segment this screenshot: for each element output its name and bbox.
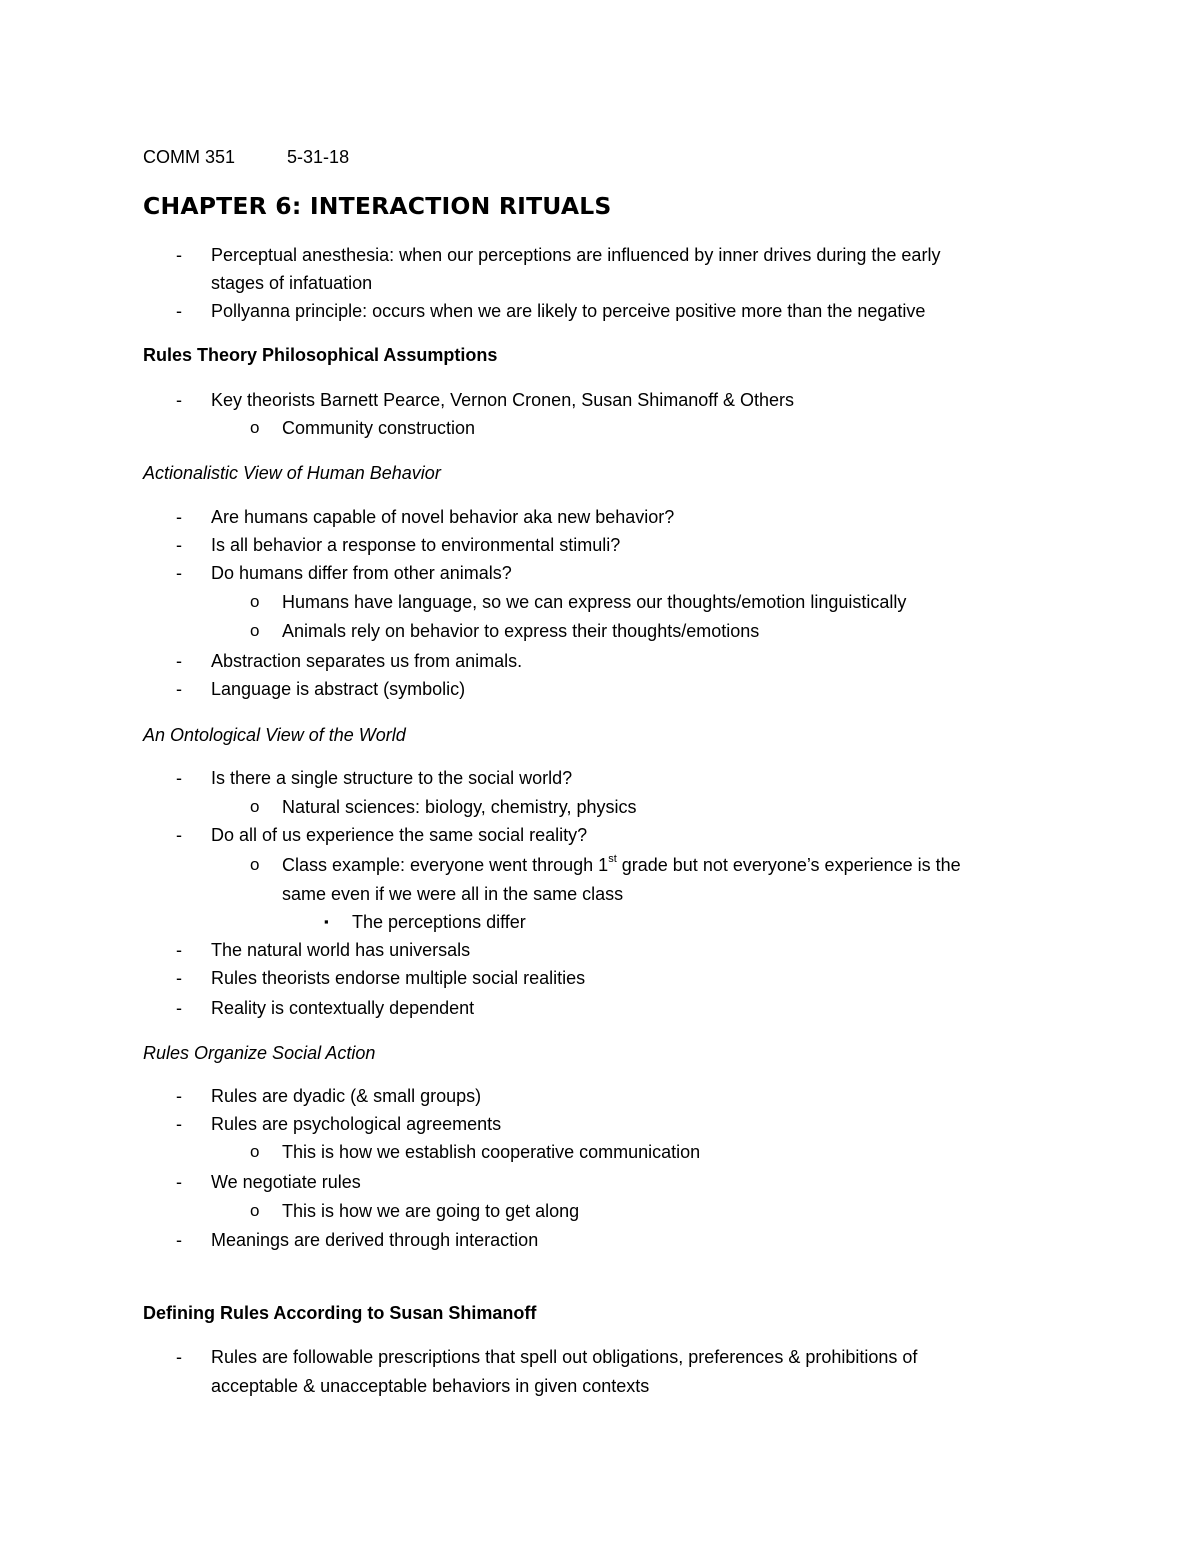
list-item-text: Pollyanna principle: occurs when we are likely to perceive positive more than the negative	[211, 301, 926, 321]
list-item	[176, 1343, 918, 1371]
list-item-text: Humans have language, so we can express our thoughts/emotion linguistically	[282, 592, 907, 612]
list-item-text: Language is abstract (symbolic)	[211, 679, 466, 699]
list-item	[176, 675, 466, 703]
bullet-marker: -	[176, 1230, 182, 1250]
bullet-marker: ▪	[324, 914, 329, 929]
list-item-text: same even if we were all in the same class	[282, 884, 624, 904]
list-item	[176, 1226, 539, 1254]
bullet-marker: -	[176, 535, 182, 555]
list-item	[176, 936, 471, 964]
bullet-marker: -	[176, 679, 182, 699]
list-item-text: Rules are dyadic (& small groups)	[211, 1086, 482, 1106]
list-item	[176, 1082, 482, 1110]
bullet-marker: o	[250, 592, 260, 611]
list-item	[176, 1168, 361, 1196]
course-code: COMM 351	[143, 147, 236, 167]
list-item-continuation	[211, 1372, 649, 1400]
bullet-marker: -	[176, 651, 182, 671]
section-heading: Rules Organize Social Action	[143, 1043, 376, 1063]
list-item	[324, 908, 526, 936]
bullet-marker: -	[176, 998, 182, 1018]
list-item-text: We negotiate rules	[211, 1172, 361, 1192]
bullet-marker: -	[176, 768, 182, 788]
list-item	[176, 1110, 502, 1138]
list-item-text: The natural world has universals	[211, 940, 471, 960]
bullet-marker: -	[176, 825, 182, 845]
list-item-text: Do humans differ from other animals?	[211, 563, 512, 583]
bullet-marker: -	[176, 968, 182, 988]
list-item-text: Key theorists Barnett Pearce, Vernon Cronen, Susan Shimanoff & Others	[211, 390, 794, 410]
list-item	[176, 821, 588, 849]
list-item-text: Rules theorists endorse multiple social realities	[211, 968, 586, 988]
list-item-text: Are humans capable of novel behavior aka new behavior?	[211, 507, 675, 527]
list-item-text: This is how we are going to get along	[282, 1201, 580, 1221]
list-item-continuation	[211, 269, 372, 297]
list-item-text: Perceptual anesthesia: when our perceptions are influenced by inner drives during the early	[211, 245, 941, 265]
bullet-marker: -	[176, 301, 182, 321]
section-heading: Defining Rules According to Susan Shimanoff	[143, 1303, 537, 1323]
list-item-text: The perceptions differ	[352, 912, 526, 932]
list-item-text: stages of infatuation	[211, 273, 373, 293]
bullet-marker: -	[176, 563, 182, 583]
lecture-date: 5-31-18	[287, 147, 350, 167]
list-item	[176, 764, 573, 792]
list-item	[176, 503, 675, 531]
list-item-continuation	[282, 880, 623, 908]
list-item	[250, 1197, 580, 1225]
bullet-marker: o	[250, 418, 260, 437]
list-item	[250, 588, 907, 616]
bullet-marker: -	[176, 245, 182, 265]
list-item-text: Rules are psychological agreements	[211, 1114, 502, 1134]
list-item-text: Reality is contextually dependent	[211, 998, 475, 1018]
list-item-text: acceptable & unacceptable behaviors in given contexts	[211, 1376, 650, 1396]
list-item	[176, 386, 794, 414]
list-item-text: Community construction	[282, 418, 476, 438]
list-item-text: Meanings are derived through interaction	[211, 1230, 539, 1250]
bullet-marker: o	[250, 855, 260, 874]
list-item-text: This is how we establish cooperative communication	[282, 1142, 701, 1162]
section-heading: Actionalistic View of Human Behavior	[143, 463, 441, 483]
list-item-text: Abstraction separates us from animals.	[211, 651, 523, 671]
list-item-text: Class example: everyone went through 1	[282, 855, 609, 875]
bullet-marker: -	[176, 390, 182, 410]
list-item-text: Natural sciences: biology, chemistry, physics	[282, 797, 637, 817]
list-item-text: Do all of us experience the same social reality?	[211, 825, 588, 845]
list-item	[176, 964, 586, 992]
bullet-marker: o	[250, 1201, 260, 1220]
list-item-text-after: grade but not everyone’s experience is the	[616, 855, 961, 875]
bullet-marker: o	[250, 797, 260, 816]
list-item	[250, 617, 760, 645]
bullet-marker: -	[176, 507, 182, 527]
list-item	[176, 994, 475, 1022]
document-header	[143, 143, 349, 171]
list-item-text: Animals rely on behavior to express their thoughts/emotions	[282, 621, 760, 641]
list-item	[176, 531, 621, 559]
list-item	[250, 1138, 701, 1166]
bullet-marker: -	[176, 940, 182, 960]
list-item-text: Is there a single structure to the social world?	[211, 768, 573, 788]
section-heading: Rules Theory Philosophical Assumptions	[143, 345, 498, 365]
bullet-marker: -	[176, 1086, 182, 1106]
list-item	[176, 647, 523, 675]
list-item	[250, 414, 476, 442]
list-item-text: Is all behavior a response to environmental stimuli?	[211, 535, 621, 555]
list-item	[250, 793, 637, 821]
list-item-text: Rules are followable prescriptions that spell out obligations, preferences & prohibitions of	[211, 1347, 918, 1367]
chapter-title: CHAPTER 6: INTERACTION RITUALS	[143, 192, 612, 220]
bullet-marker: -	[176, 1347, 182, 1367]
section-heading: An Ontological View of the World	[143, 725, 406, 745]
bullet-marker: o	[250, 1142, 260, 1161]
bullet-marker: o	[250, 621, 260, 640]
list-item	[250, 851, 961, 879]
list-item	[176, 241, 941, 269]
bullet-marker: -	[176, 1114, 182, 1134]
list-item	[176, 297, 926, 325]
bullet-marker: -	[176, 1172, 182, 1192]
list-item	[176, 559, 512, 587]
ordinal-superscript: st	[608, 853, 617, 865]
